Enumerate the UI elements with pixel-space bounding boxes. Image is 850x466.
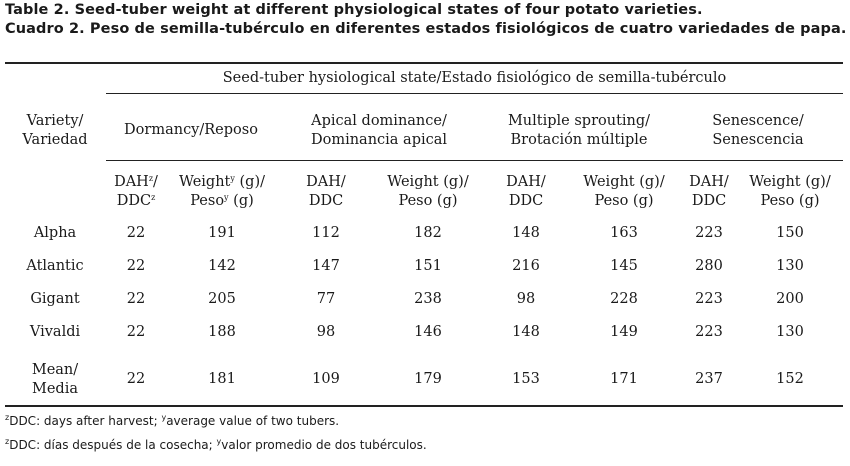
- mean-label: Mean/ Media: [31, 362, 79, 397]
- dah-ddc-header: DAH/ DDC: [306, 174, 346, 209]
- mean-cell: 237: [695, 371, 723, 387]
- mean-cell: 171: [610, 371, 638, 387]
- footnote-spanish: $^z$DDC: días después de la cosecha; $^y$valor promedio de dos tubérculos.: [5, 437, 427, 452]
- table-cell: 22: [126, 291, 146, 307]
- table-cell: 223: [695, 324, 723, 340]
- dormancy-header: Dormancy/Reposo: [124, 122, 258, 138]
- multiple-sprouting-header: Multiple sprouting/ Brotación múltiple: [507, 113, 651, 148]
- table-cell: 98: [316, 324, 336, 340]
- table-cell: 130: [776, 324, 804, 340]
- mean-cell: 22: [126, 371, 146, 387]
- table-cell: 22: [126, 258, 146, 274]
- table-cell: 182: [414, 225, 442, 241]
- table-cell: 112: [312, 225, 340, 241]
- weight-peso-header: Weight (g)/ Peso (g): [387, 174, 469, 209]
- table-cell: 205: [208, 291, 236, 307]
- table-cell: 238: [414, 291, 442, 307]
- weight-peso-header: Weight (g)/ Peso (g): [583, 174, 665, 209]
- dah-ddc-header: DAH$^z$/ DDC$^z$: [114, 174, 158, 209]
- header-rule: [106, 160, 843, 161]
- table-cell: 149: [610, 324, 638, 340]
- table-cell: 148: [512, 324, 540, 340]
- table-cell: 280: [695, 258, 723, 274]
- dah-ddc-header: DAH/ DDC: [506, 174, 546, 209]
- table-cell: 223: [695, 225, 723, 241]
- table-cell: 147: [312, 258, 340, 274]
- table-cell: 130: [776, 258, 804, 274]
- table-cell: 191: [208, 225, 236, 241]
- table-cell: 216: [512, 258, 540, 274]
- mean-cell: 179: [414, 371, 442, 387]
- senescence-header: Senescence/ Senescencia: [712, 113, 804, 148]
- table-cell: 228: [610, 291, 638, 307]
- variety-name: Gigant: [30, 291, 80, 307]
- apical-dominance-header: Apical dominance/ Dominancia apical: [310, 113, 448, 148]
- table-cell: 223: [695, 291, 723, 307]
- top-rule: [5, 62, 843, 64]
- spanner-header: Seed-tuber hysiological state/Estado fisiológico de semilla-tubérculo: [222, 70, 727, 86]
- table-caption-spanish: Cuadro 2. Peso de semilla-tubérculo en diferentes estados fisiológicos de cuatro variedades de papa.: [5, 21, 847, 37]
- table-cell: 77: [316, 291, 336, 307]
- table-cell: 188: [208, 324, 236, 340]
- table-cell: 148: [512, 225, 540, 241]
- table-cell: 145: [610, 258, 638, 274]
- mean-cell: 153: [512, 371, 540, 387]
- table-cell: 150: [776, 225, 804, 241]
- weight-peso-header: Weight$^y$ (g)/ Peso$^y$ (g): [178, 174, 265, 209]
- dah-ddc-header: DAH/ DDC: [689, 174, 729, 209]
- mean-cell: 181: [208, 371, 236, 387]
- variety-name: Atlantic: [26, 258, 84, 274]
- table-cell: 163: [610, 225, 638, 241]
- bottom-rule: [5, 405, 843, 407]
- table-cell: 146: [414, 324, 442, 340]
- table-caption-english: Table 2. Seed-tuber weight at different physiological states of four potato varieties.: [5, 2, 703, 18]
- mean-cell: 109: [312, 371, 340, 387]
- variety-column-header: Variety/ Variedad: [22, 113, 88, 148]
- mean-cell: 152: [776, 371, 804, 387]
- table-cell: 200: [776, 291, 804, 307]
- table-cell: 98: [516, 291, 536, 307]
- table-cell: 151: [414, 258, 442, 274]
- table-cell: 22: [126, 324, 146, 340]
- spanner-rule: [106, 93, 843, 94]
- table-cell: 142: [208, 258, 236, 274]
- footnote-english: $^z$DDC: days after harvest; $^y$average value of two tubers.: [5, 413, 340, 428]
- table-cell: 22: [126, 225, 146, 241]
- variety-name: Vivaldi: [29, 324, 81, 340]
- weight-peso-header: Weight (g)/ Peso (g): [749, 174, 831, 209]
- variety-name: Alpha: [33, 225, 77, 241]
